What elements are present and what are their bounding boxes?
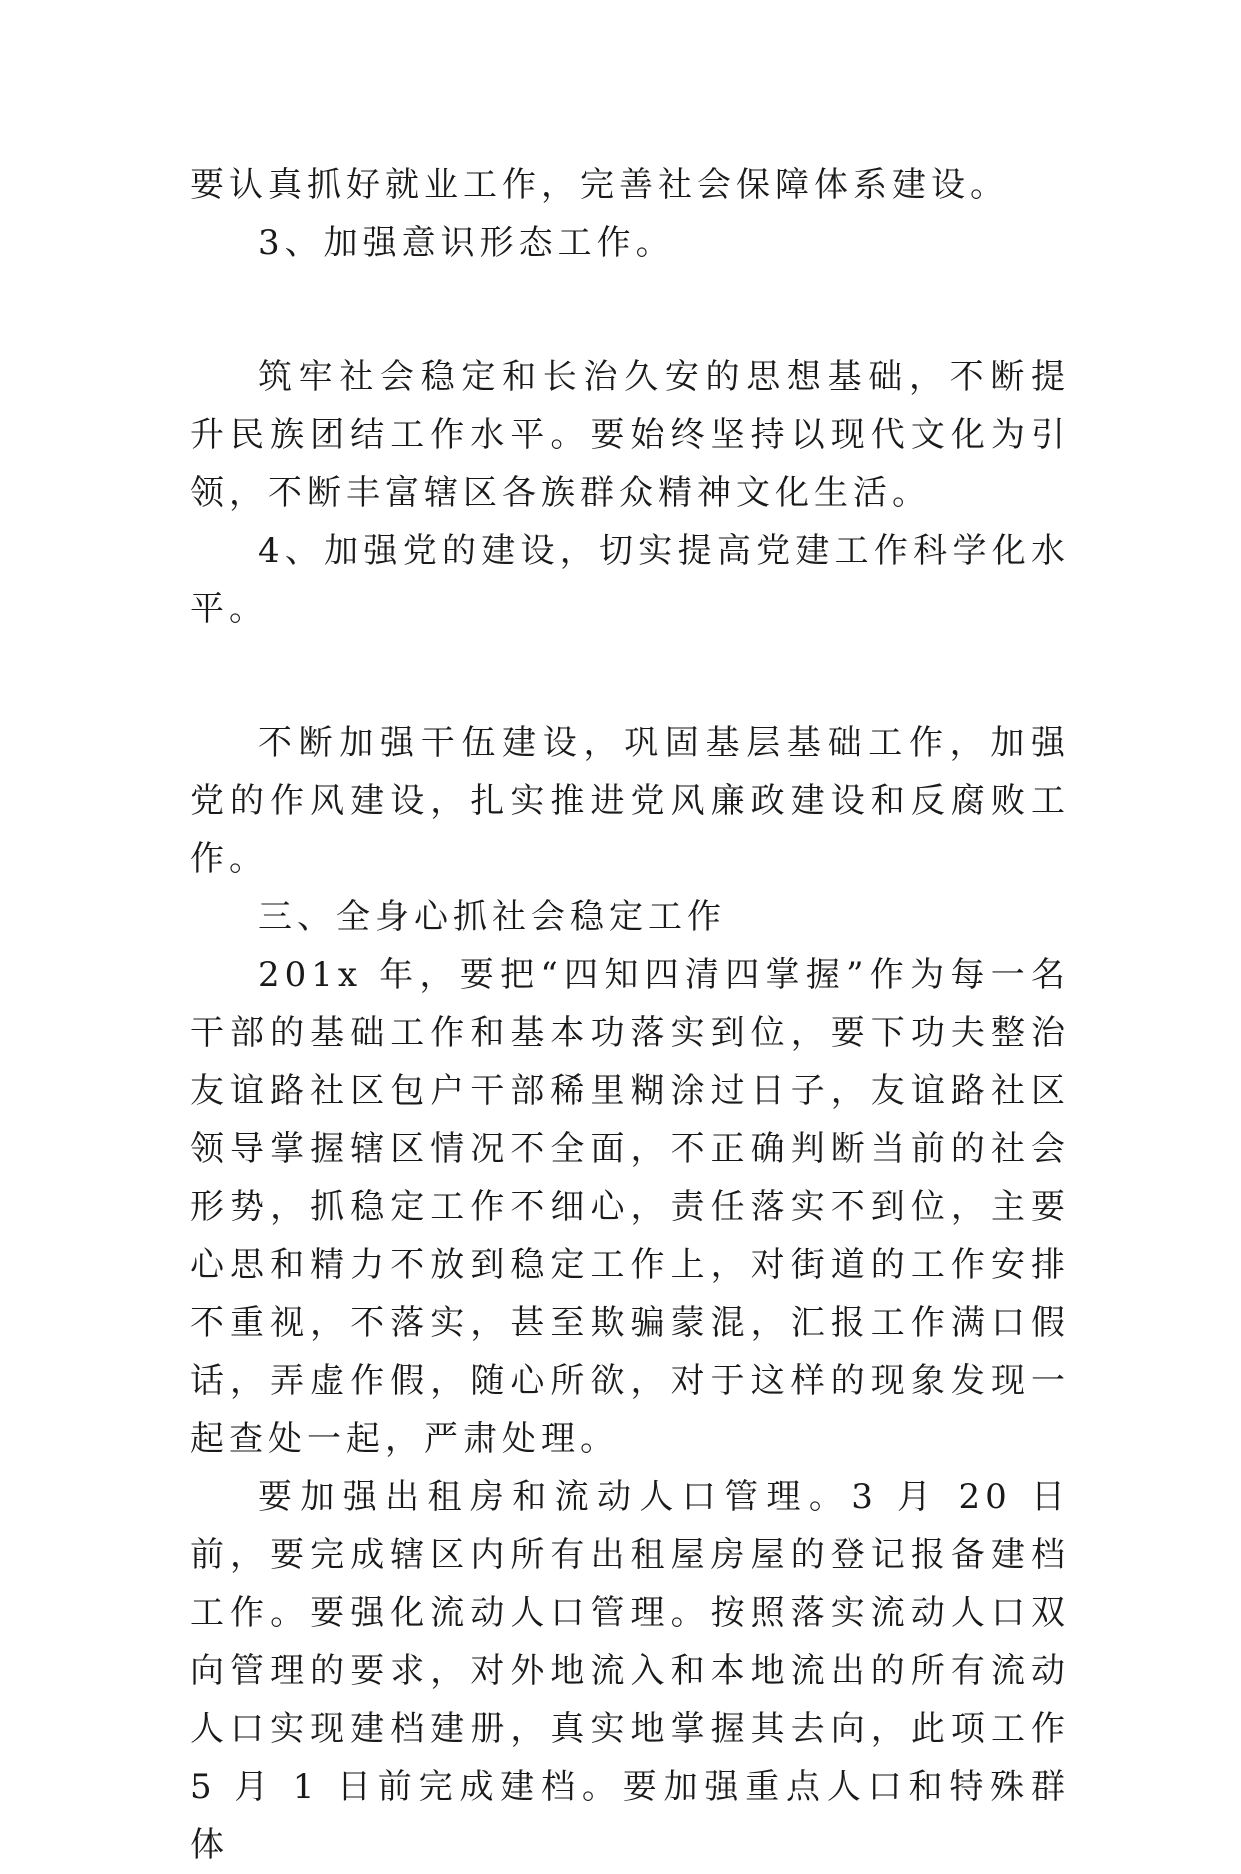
heading-ideology: 3、加强意识形态工作。 <box>258 223 675 263</box>
document-body <box>190 156 1070 1874</box>
paragraph-employment: 要认真抓好就业工作，完善社会保障体系建设。 <box>190 165 1009 205</box>
paragraph-four-knows: 201x 年，要把“四知四清四掌握”作为每一名干部的基础工作和基本功落实到位，要下功夫整治友谊路社区包户干部稀里糊涂过日子，友谊路社区领导掌握辖区情况不全面，不正确判断当前的社会形势，抓稳定工作不细心，责任落实不到位，主要心思和精力不放到稳定工作上，对街道的工作安排不重视，不落实，甚至欺骗蒙混，汇报工作满口假话，弄虚作假，随心所欲，对于这样的现象发现一起查处一起，严肃处理。 <box>190 955 1070 1459</box>
paragraph-rental-population: 要加强出租房和流动人口管理。3 月 20 日前，要完成辖区内所有出租屋房屋的登记报备建档工作。要强化流动人口管理。按照落实流动人口双向管理的要求，对外地流入和本地流出的所有流动人口实现建档建册，真实地掌握其去向，此项工作 5 月 1 日前完成建档。要加强重点人口和特殊群体 <box>190 1477 1070 1865</box>
paragraph-cadre-building: 不断加强干伍建设，巩固基层基础工作，加强党的作风建设，扎实推进党风廉政建设和反腐败工作。 <box>190 723 1070 879</box>
heading-party-building: 4、加强党的建设，切实提高党建工作科学化水平。 <box>190 531 1070 629</box>
heading-social-stability: 三、全身心抓社会稳定工作 <box>258 897 726 937</box>
paragraph-social-stability-foundation: 筑牢社会稳定和长治久安的思想基础，不断提升民族团结工作水平。要始终坚持以现代文化为引领，不断丰富辖区各族群众精神文化生活。 <box>190 357 1070 513</box>
paragraph-spacer <box>190 272 1070 348</box>
paragraph-spacer <box>190 638 1070 714</box>
